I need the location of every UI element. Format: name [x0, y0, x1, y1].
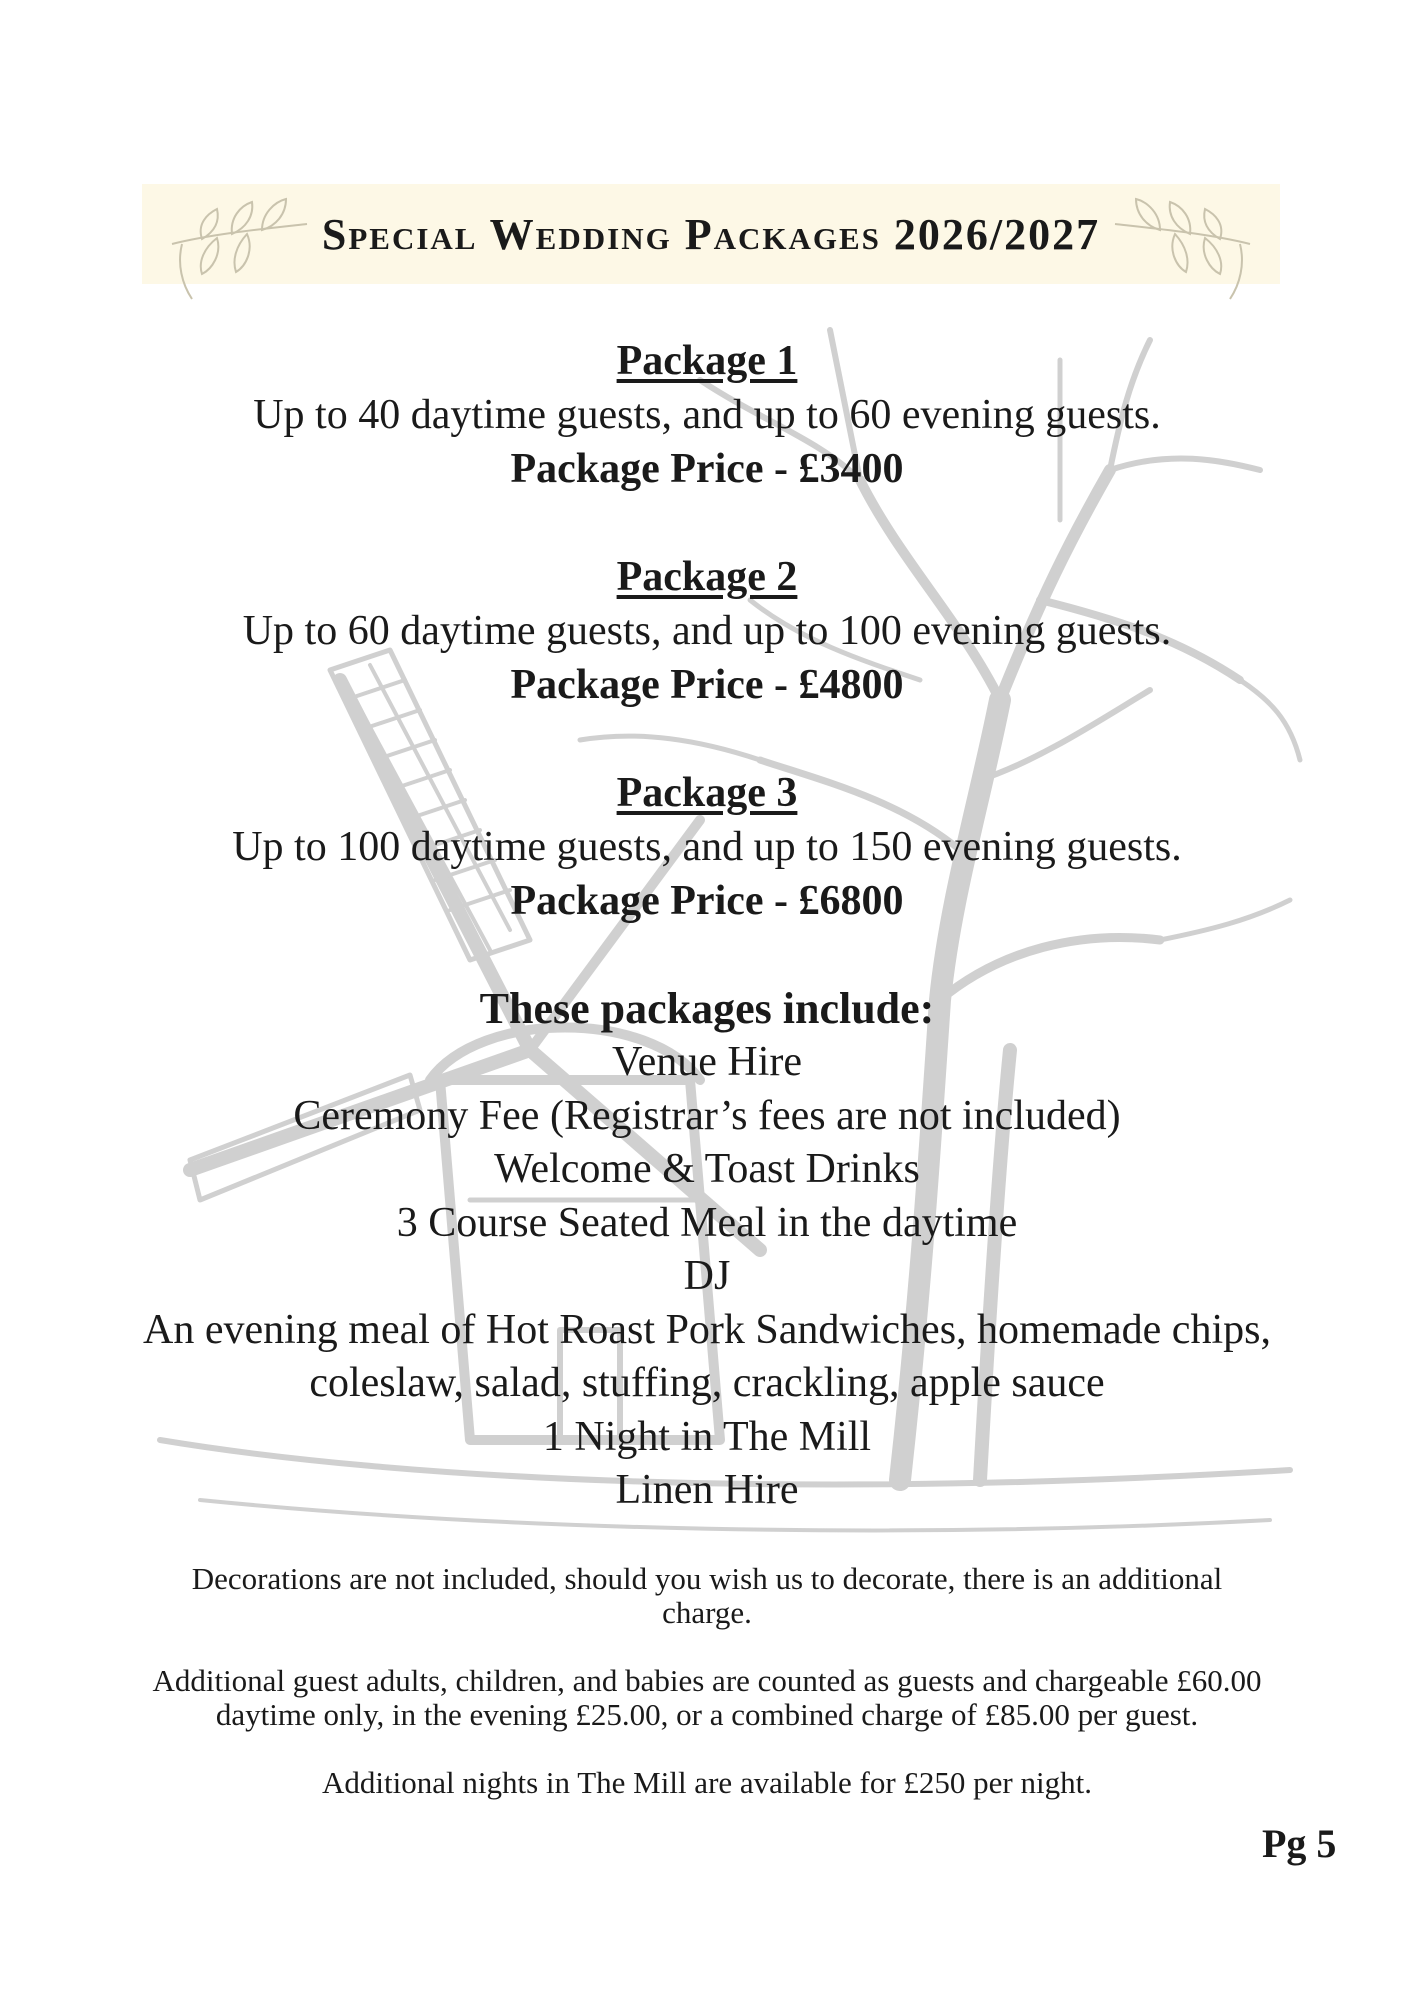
page-number: Pg 5 — [1262, 1821, 1337, 1866]
list-item: 3 Course Seated Meal in the daytime — [396, 1199, 1018, 1246]
package-description: Up to 40 daytime guests, and up to 60 evening guests. — [253, 392, 1161, 438]
title-banner — [142, 184, 1280, 284]
includes-list — [100, 1036, 1314, 1518]
list-item: DJ — [683, 1253, 731, 1299]
package-price: Package Price - £3400 — [510, 446, 904, 492]
list-item: An evening meal of Hot Roast Pork Sandwiches, homemade chips, coleslaw, salad, stuffing, crackling, apple sauce — [143, 1306, 1271, 1406]
package-2 — [100, 550, 1314, 712]
includes-section — [100, 982, 1314, 1518]
decorations-note: Decorations are not included, should you wish us to decorate, there is an additional charge. — [191, 1560, 1223, 1630]
includes-heading: These packages include: — [479, 984, 935, 1033]
list-item: 1 Night in The Mill — [542, 1413, 872, 1460]
package-title: Package 2 — [616, 554, 798, 600]
list-item: Venue Hire — [611, 1039, 803, 1085]
package-1 — [100, 334, 1314, 496]
package-title: Package 1 — [616, 338, 798, 384]
list-item: Welcome & Toast Drinks — [494, 1146, 920, 1192]
page-title: Special Wedding Packages 2026/2027 — [321, 209, 1101, 259]
package-description: Up to 100 daytime guests, and up to 150 evening guests. — [232, 824, 1182, 870]
package-title: Package 3 — [616, 770, 798, 816]
packages-content — [100, 334, 1314, 1834]
additional-nights-note: Additional nights in The Mill are available for £250 per night. — [322, 1764, 1092, 1800]
additional-guests-note: Additional guest adults, children, and babies are counted as guests and chargeable £60.00 daytime only, in the evening £25.00, or a combined charge of £85.00 per guest. — [152, 1662, 1262, 1732]
list-item: Linen Hire — [615, 1467, 799, 1513]
package-price: Package Price - £6800 — [510, 878, 904, 924]
package-description: Up to 60 daytime guests, and up to 100 evening guests. — [242, 608, 1172, 654]
list-item: Ceremony Fee (Registrar’s fees are not included) — [293, 1092, 1121, 1139]
package-price: Package Price - £4800 — [510, 662, 904, 708]
notes-section — [100, 1562, 1314, 1800]
package-3 — [100, 766, 1314, 928]
